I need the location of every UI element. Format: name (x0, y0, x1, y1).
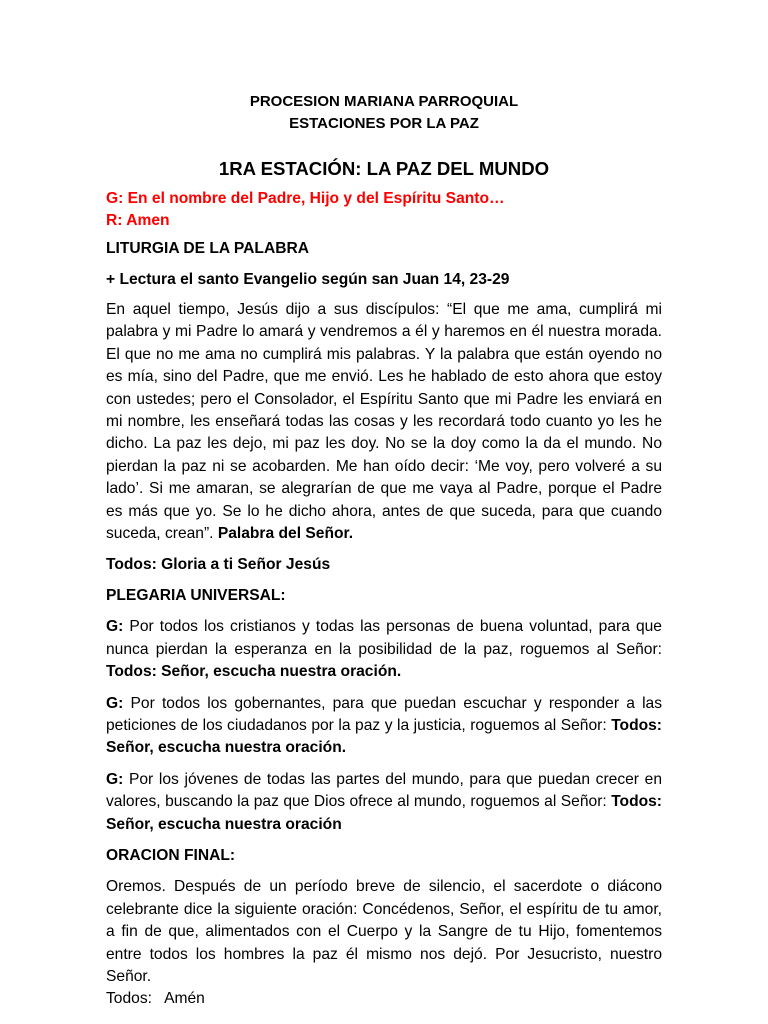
petition-response: Todos: Señor, escucha nuestra oración. (106, 663, 402, 681)
header-line-2: ESTACIONES POR LA PAZ (289, 115, 479, 132)
petition-label: G: (106, 618, 124, 636)
petition-text: Por los jóvenes de todas las partes del mundo, para que puedan crecer en valores, buscando la paz que Dios ofrece al mundo, roguemos al Señor: (106, 770, 662, 811)
final-prayer-text: Oremos. Después de un período breve de silencio, el sacerdote o diácono celebrante dice la siguiente oración: Concédenos, Señor, el espíritu de tu amor, a fin de que, alimentados con el Cuerpo y la Sangre de tu Hijo, fomentemos entre todos los hombres la paz él mismo nos dejó. Por Jesucristo, nuestro Señor. (106, 878, 662, 985)
final-prayer-closing: Todos: Amén (106, 990, 205, 1008)
petition-text: Por todos los gobernantes, para que puedan escuchar y responder a las peticiones de los ciudadanos por la paz y la justicia, roguemos al Señor: (106, 694, 662, 734)
final-prayer (106, 876, 662, 1010)
petition-label: G: (106, 694, 124, 712)
prayer-heading: PLEGARIA UNIVERSAL: (106, 586, 286, 604)
invocation-guide: G: En el nombre del Padre, Hijo y del Espíritu Santo… (106, 190, 505, 207)
gospel-text: En aquel tiempo, Jesús dijo a sus discípulos: “El que me ama, cumplirá mi palabra y mi Padre lo amará y vendremos a él y haremos en él nuestra morada. El que no me ama no cumplirá mis palabras. Y la palabra que están oyendo no es mía, sino del Padre, que me envió. Les he hablado de esto ahora que estoy con ustedes; pero el Consolador, el Espíritu Santo que mi Padre les enviará en mi nombre, les enseñará todas las cosas y les recordará todo cuanto yo les he dicho. La paz les dejo, mi paz les doy. No se la doy como la da el mundo. No pierdan la paz ni se acobarden. Me han oído decir: ‘Me voy, pero volveré a su lado’. Si me amaran, se alegrarían de que me vaya al Padre, porque el Padre es más que yo. Se lo he dicho ahora, antes de que suceda, para que cuando suceda, crean”. (106, 301, 662, 543)
final-heading: ORACION FINAL: (106, 846, 236, 864)
reading-heading: + Lectura el santo Evangelio según san Juan 14, 23-29 (106, 270, 510, 288)
liturgy-heading: LITURGIA DE LA PALABRA (106, 240, 309, 258)
petition-3 (106, 769, 662, 836)
gospel-paragraph (106, 299, 662, 545)
petition-response: Todos: Señor, escucha nuestra oración. (106, 716, 662, 757)
document-page (106, 90, 662, 1011)
station-title: 1RA ESTACIÓN: LA PAZ DEL MUNDO (218, 158, 550, 179)
petition-label: G: (106, 770, 124, 788)
petition-1 (106, 616, 662, 683)
document-header (106, 91, 662, 135)
response-line: Todos: Gloria a ti Señor Jesús (106, 556, 331, 574)
header-line-1: PROCESION MARIANA PARROQUIAL (249, 93, 519, 110)
invocation-response: R: Amen (106, 211, 170, 229)
invocation (106, 188, 662, 231)
petition-response: Todos: Señor, escucha nuestra oración (106, 793, 662, 833)
petition-2 (106, 693, 662, 760)
gospel-closing: Palabra del Señor. (217, 525, 354, 543)
petition-text: Por todos los cristianos y todas las personas de buena voluntad, para que nunca pierdan la esperanza en la posibilidad de la paz, roguemos al Señor: (106, 618, 662, 658)
